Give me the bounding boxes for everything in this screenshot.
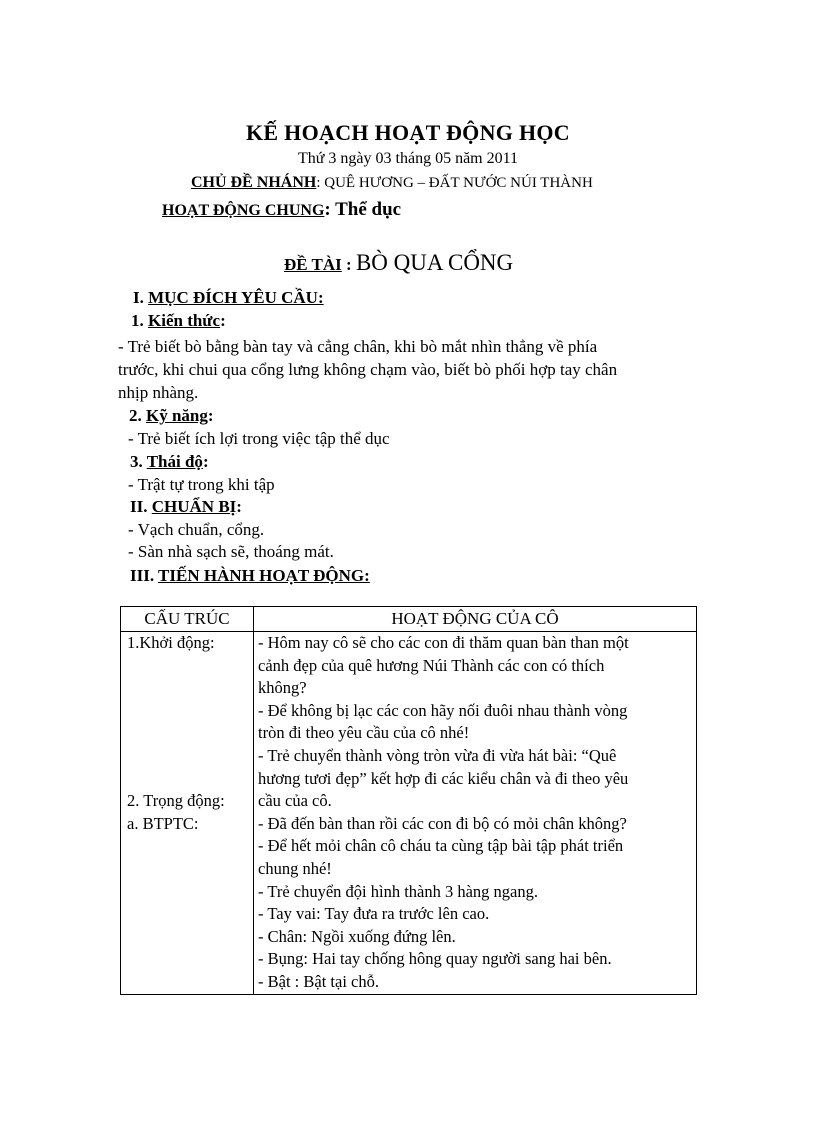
skill-colon: : (207, 406, 214, 425)
activity-line: hương tươi đẹp” kết hợp đi các kiểu chân và đi theo yêu (258, 768, 629, 788)
section-3-title: TIẾN HÀNH HOẠT ĐỘNG: (158, 566, 370, 585)
structure-line: 2. Trọng động: (127, 791, 225, 811)
structure-spacer (127, 768, 253, 791)
activity-line: - Bụng: Hai tay chống hông quay người sang hai bên. (258, 949, 612, 969)
section-3-heading (130, 566, 370, 586)
activity-line: cầu của cô. (258, 791, 332, 811)
section-2-number: II. (130, 497, 152, 516)
theme-branch-label: CHỦ ĐỀ NHÁNH (191, 174, 317, 191)
theme-branch-value: : QUÊ HƯƠNG – ĐẤT NƯỚC NÚI THÀNH (316, 175, 593, 191)
section-2-colon: : (236, 497, 242, 516)
structure-line: 1.Khởi động: (127, 633, 215, 652)
general-activity-label: HOẠT ĐỘNG CHUNG (162, 202, 325, 219)
section-1-number: I. (133, 288, 149, 307)
activity-line: chung nhé! (258, 858, 332, 878)
topic-line (284, 250, 513, 276)
general-activity-line (162, 199, 401, 221)
knowledge-line-3: nhịp nhàng. (118, 383, 199, 402)
table-row (121, 632, 697, 995)
activity-line: - Bật : Bật tại chỗ. (258, 971, 379, 991)
activity-line: tròn đi theo yêu cầu của cô nhé! (258, 723, 470, 743)
skill-number: 2. (129, 406, 146, 425)
activity-table (120, 606, 697, 995)
structure-spacer (127, 722, 253, 745)
attitude-title: Thái độ (146, 452, 203, 471)
structure-spacer (127, 700, 253, 723)
knowledge-title: Kiến thức (148, 311, 221, 330)
knowledge-colon: : (220, 311, 226, 330)
attitude-number: 3. (130, 452, 147, 471)
topic-colon: : (341, 255, 356, 274)
activity-line: - Đã đến bàn than rồi các con đi bộ có mỏi chân không? (258, 813, 627, 833)
topic-label: ĐỀ TÀI (284, 255, 342, 274)
section-1-heading (133, 288, 324, 308)
activity-line: - Trẻ chuyển đội hình thành 3 hàng ngang. (258, 881, 539, 901)
activity-line: cảnh đẹp của quê hương Núi Thành các con có thích (258, 655, 605, 675)
skill-title: Kỹ năng (146, 406, 208, 425)
activity-line: - Hôm nay cô sẽ cho các con đi thăm quan bàn than một (258, 633, 629, 652)
prep-line-1: - Vạch chuẩn, cổng. (128, 520, 265, 539)
activity-line: - Để không bị lạc các con hãy nối đuôi nhau thành vòng (258, 700, 628, 720)
knowledge-line-2: trước, khi chui qua cổng lưng không chạm vào, biết bò phối hợp tay chân (118, 360, 618, 379)
structure-spacer (127, 745, 253, 768)
knowledge-line-1: - Trẻ biết bò bằng bàn tay và cẳng chân, khi bò mắt nhìn thẳng về phía (118, 337, 598, 356)
activity-line: không? (258, 678, 307, 698)
header-teacher-activity: HOẠT ĐỘNG CỦA CÔ (254, 607, 697, 632)
teacher-activity-cell (254, 632, 697, 995)
table-header-row (121, 607, 697, 632)
section-3-number: III. (130, 566, 159, 585)
document-title: KẾ HOẠCH HOẠT ĐỘNG HỌC (246, 120, 570, 145)
activity-line: - Để hết mỏi chân cô cháu ta cùng tập bài tập phát triển (258, 836, 624, 856)
knowledge-number: 1. (131, 311, 148, 330)
knowledge-heading (131, 311, 226, 331)
general-activity-value: : Thể dục (324, 199, 402, 220)
lesson-date: Thứ 3 ngày 03 tháng 05 năm 2011 (297, 150, 519, 167)
theme-branch-line (191, 174, 593, 192)
section-2-title: CHUẨN BỊ (151, 497, 237, 516)
activity-line: - Tay vai: Tay đưa ra trước lên cao. (258, 904, 490, 924)
skill-line: - Trẻ biết ích lợi trong việc tập thể dục (128, 429, 390, 448)
structure-cell (121, 632, 254, 995)
attitude-line: - Trật tự trong khi tập (128, 475, 275, 494)
header-structure: CẤU TRÚC (121, 607, 254, 632)
attitude-heading (130, 452, 209, 472)
section-2-heading (130, 497, 242, 517)
activity-line: - Chân: Ngồi xuống đứng lên. (258, 926, 456, 946)
structure-spacer (127, 655, 253, 678)
section-1-title: MỤC ĐÍCH YÊU CẦU: (148, 288, 324, 307)
structure-line: a. BTPTC: (127, 813, 199, 833)
skill-heading (129, 406, 214, 426)
structure-spacer (127, 677, 253, 700)
prep-line-2: - Sàn nhà sạch sẽ, thoáng mát. (128, 542, 334, 561)
attitude-colon: : (202, 452, 209, 471)
topic-value: BÒ QUA CỔNG (355, 250, 514, 275)
activity-line: - Trẻ chuyển thành vòng tròn vừa đi vừa hát bài: “Quê (258, 745, 617, 765)
